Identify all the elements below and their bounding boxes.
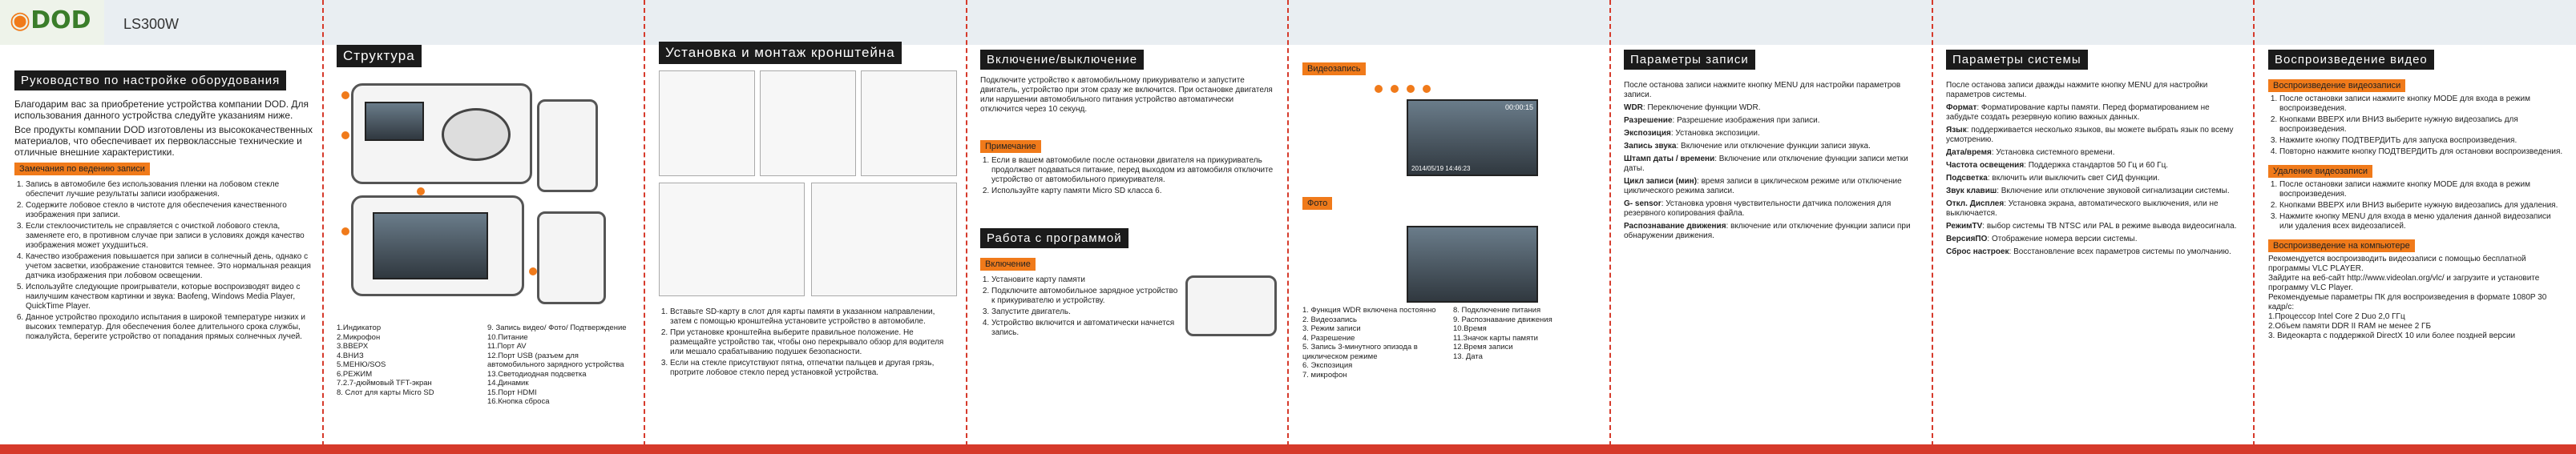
- text-line: 2.Объем памяти DDR II RAM не менее 2 ГБ: [2268, 322, 2432, 331]
- legend-item: 15.Порт HDMI: [487, 388, 537, 397]
- delete-steps: [2268, 180, 2565, 231]
- setting-name: WDR: [1624, 103, 1643, 112]
- section-title: Работа с программой: [980, 228, 1129, 248]
- setting-name: Запись звука: [1624, 142, 1677, 151]
- legend-item: 11.Порт AV: [487, 342, 527, 351]
- setting-desc: : включение или отключение функции записи при обнаружении движения.: [1624, 222, 1911, 240]
- setting-desc: : Включение или отключение звуковой сигнализации системы.: [1997, 187, 2230, 195]
- list-item: 4. Качество изображения повышается при записи в солнечный день, однако с учетом засветки, изображение становится темнее. Это нормальная реакция датчика изображения при лобовом освещении.: [26, 252, 313, 281]
- setting-name: Разрешение: [1624, 116, 1673, 125]
- panel-playback: [2260, 0, 2573, 444]
- list-item: 3. Нажмите кнопку ПОДТВЕРДИТЬ для запуска воспроизведения.: [2279, 136, 2565, 146]
- fold-line: [1287, 0, 1289, 454]
- panel-title: Структура: [337, 45, 422, 67]
- legend-item: 6.РЕЖИМ: [337, 369, 373, 379]
- list-item: 2. Содержите лобовое стекло в чистоте для обеспечения качественного изображения при записи.: [26, 201, 313, 220]
- setting-item: [1946, 199, 2243, 219]
- setting-item: [1946, 187, 2243, 196]
- device-diagram: [337, 67, 633, 323]
- callout-marker: [1407, 85, 1415, 93]
- setting-desc: : Отображение номера версии системы.: [1987, 235, 2138, 243]
- section-heading: Воспроизведение на компьютере: [2268, 239, 2415, 252]
- subsection-heading: Включение: [980, 258, 1036, 271]
- step-image-5: [811, 183, 957, 296]
- legend-item: 3. Режим записи: [1302, 324, 1361, 333]
- setting-name: Штамп даты / времени: [1624, 155, 1715, 163]
- pc-playback-text: [2268, 255, 2565, 341]
- section-heading: Удаление видеозаписи: [2268, 165, 2372, 178]
- panel-intro: [6, 0, 321, 444]
- video-label: Видеозапись: [1302, 62, 1366, 75]
- device-back-illustration: [351, 195, 524, 296]
- setting-desc: : Разрешение изображения при записи.: [1672, 116, 1820, 125]
- step-image-1: [659, 70, 755, 176]
- device-front-illustration: [351, 83, 532, 184]
- step-image-4: [659, 183, 805, 296]
- installation-steps: [659, 307, 955, 378]
- callout-marker: [341, 227, 349, 235]
- notes-heading: Замечания по ведению записи: [14, 163, 150, 175]
- panel-system-settings: [1938, 0, 2251, 444]
- legend-item: 1. Функция WDR включена постоянно: [1302, 306, 1436, 315]
- note-heading: Примечание: [980, 140, 1041, 153]
- setting-name: РежимTV: [1946, 222, 1983, 231]
- panel-title: Установка и монтаж кронштейна: [659, 42, 902, 64]
- legend-item: 5. Запись 3-минутного эпизода в циклическом режиме: [1302, 343, 1418, 361]
- legend-item: 13. Дата: [1453, 352, 1483, 361]
- setting-desc: : включить или выключить свет СИД функции.: [1987, 174, 2160, 183]
- panel-title: Параметры записи: [1624, 50, 1755, 70]
- list-item: 2. Используйте карту памяти Micro SD класса 6.: [991, 187, 1277, 196]
- legend-right: [487, 323, 633, 407]
- list-item: 3. Если на стекле присутствуют пятна, отпечатки пальцев и другая грязь, протрите лобовое стекло перед установкой устройства.: [670, 359, 955, 378]
- legend-right: [1453, 306, 1599, 380]
- setting-desc: : Переключение функции WDR.: [1642, 103, 1761, 112]
- intro-paragraph: Все продукты компании DOD изготовлены из высококачественных материалов, что обеспечивает их первоклассные технические и отличные внешние характеристики.: [14, 124, 313, 158]
- power-notes: [980, 156, 1277, 196]
- panel-title: Руководство по настройке оборудования: [14, 70, 286, 90]
- sd-insert-illustration: [1185, 275, 1277, 336]
- list-item: 1. Запись в автомобиле без использования пленки на лобовом стекле обеспечит лучшие результаты записи изображения.: [26, 180, 313, 199]
- system-settings-text: [1946, 81, 2243, 257]
- playback-steps: [2268, 94, 2565, 157]
- legend-item: 4.ВНИЗ: [337, 351, 364, 360]
- photo-screen: [1407, 226, 1538, 303]
- setting-name: Сброс настроек: [1946, 247, 2009, 256]
- list-item: 1. Если в вашем автомобиле после остановки двигателя на прикуриватель продолжает подаваться питание, перед выходом из автомобиля отключите устройство от автомобильного прикуривателя.: [991, 156, 1277, 185]
- setting-desc: : Установка уровня чувствительности датчика положения для резервного копирования файла.: [1624, 199, 1892, 218]
- setting-desc: : Форматирование карты памяти. Перед форматированием не забудьте создать резервную копию важных данных.: [1946, 103, 2210, 122]
- panel-structure: [329, 0, 641, 444]
- setting-item: [1946, 148, 2243, 158]
- setting-desc: : Включение или отключение функции записи звука.: [1676, 142, 1871, 151]
- device-side-illustration: [537, 99, 598, 192]
- setting-name: Цикл записи (мин): [1624, 177, 1698, 186]
- notes-list: [14, 180, 313, 342]
- osd-date: 2014/05/19 14:46:23: [1411, 165, 1471, 172]
- setting-item: [1946, 126, 2243, 145]
- fold-line: [1609, 0, 1611, 454]
- callout-marker: [529, 267, 537, 275]
- photo-osd-diagram: [1302, 210, 1599, 306]
- setting-item: [1946, 174, 2243, 183]
- setting-item: [1946, 222, 2243, 231]
- setting-name: Формат: [1946, 103, 1977, 112]
- setting-item: [1946, 161, 2243, 171]
- fold-line: [1932, 0, 1933, 454]
- text-line: 1.Процессор Intel Core 2 Duo 2,0 ГГц: [2268, 312, 2405, 321]
- panel-title: Параметры системы: [1946, 50, 2088, 70]
- callout-marker: [1423, 85, 1431, 93]
- list-item: 2. Кнопками ВВЕРХ или ВНИЗ выберите нужную видеозапись для воспроизведения.: [2279, 115, 2565, 135]
- list-item: 1. После остановки записи нажмите кнопку MODE для входа в режим воспроизведения.: [2279, 180, 2565, 199]
- panel-title: Воспроизведение видео: [2268, 50, 2434, 70]
- list-item: 1. Установите карту памяти: [991, 275, 1181, 285]
- setting-desc: : Восстановление всех параметров системы по умолчанию.: [2009, 247, 2231, 256]
- video-screen: [1407, 99, 1538, 176]
- legend-item: 2. Видеозапись: [1302, 315, 1357, 324]
- setting-item: [1946, 247, 2243, 257]
- installation-diagram: [659, 70, 955, 303]
- brand-logo: ◉DOD: [10, 6, 91, 34]
- callout-marker: [1391, 85, 1399, 93]
- fold-line: [2253, 0, 2255, 454]
- setting-item: [1624, 155, 1920, 174]
- list-item: 2. Кнопками ВВЕРХ или ВНИЗ выберите нужную видеозапись для удаления.: [2279, 201, 2565, 211]
- legend-item: 14.Динамик: [487, 379, 529, 388]
- setting-desc: : Установка экрана, автоматического выключения, или не выключается.: [1946, 199, 2219, 218]
- setting-name: Дата/время: [1946, 148, 1992, 157]
- legend-item: 16.Кнопка сброса: [487, 397, 550, 406]
- startup-block: [980, 275, 1277, 339]
- photo-label: Фото: [1302, 197, 1332, 210]
- lens-area: [365, 102, 424, 141]
- setting-name: Откл. Дисплея: [1946, 199, 2005, 208]
- setting-name: Частота освещения: [1946, 161, 2025, 170]
- legend-left: [1302, 306, 1448, 380]
- setting-item: [1624, 177, 1920, 196]
- lens-icon: [442, 108, 511, 161]
- callout-marker: [341, 91, 349, 99]
- legend-item: 9. Распознавание движения: [1453, 315, 1552, 324]
- fold-line: [966, 0, 967, 454]
- setting-name: Язык: [1946, 126, 1967, 135]
- legend-item: 1.Индикатор: [337, 323, 382, 332]
- fold-line: [322, 0, 324, 454]
- intro-paragraph: После останова записи нажмите кнопку MENU для настройки параметров записи.: [1624, 81, 1901, 99]
- display-screen: [373, 212, 488, 279]
- legend-item: 11.Значок карты памяти: [1453, 333, 1538, 343]
- section-heading: Воспроизведение видеозаписи: [2268, 79, 2405, 92]
- list-item: 2. При установке кронштейна выберите правильное положение. Не размещайте устройство так, чтобы оно перекрывало обзор для водителя или мешало срабатыванию подушек безопасности.: [670, 328, 955, 357]
- legend-item: 8. Слот для карты Micro SD: [337, 388, 434, 397]
- model-name: LS300W: [123, 16, 180, 32]
- setting-desc: : поддерживается несколько языков, вы можете выбрать язык по всему усмотрению.: [1946, 126, 2234, 144]
- text-line: 3. Видеокарта с поддержкой DirectX 10 или более поздней версии: [2268, 331, 2516, 340]
- list-item: 1. Вставьте SD-карту в слот для карты памяти в указанном направлении, затем с помощью кронштейна установите устройство в автомобиле.: [670, 307, 955, 327]
- legend-item: 7. микрофон: [1302, 370, 1347, 380]
- text-line: Рекомендуется воспроизводить видеозаписи с помощью бесплатной программы VLC PLAYER.: [2268, 255, 2526, 273]
- legend-item: 13.Светодиодная подсветка: [487, 369, 587, 379]
- power-intro: Подключите устройство к автомобильному прикуривателю и запустите двигатель, устройство при этом сразу же включится. При остановке двигателя или нарушении автомобильного питания устройство автоматически отключится через 10 секунд.: [980, 76, 1273, 114]
- legend-item: 3.ВВЕРХ: [337, 342, 369, 351]
- list-item: 3. Нажмите кнопку MENU для входа в меню удаления данной видеозаписи или удаления всех видеозаписей.: [2279, 212, 2565, 231]
- list-item: 2. Подключите автомобильное зарядное устройство к прикуривателю и устройству.: [991, 287, 1181, 306]
- legend-item: 12.Время записи: [1453, 343, 1513, 352]
- callout-marker: [417, 187, 425, 195]
- legend-item: 8. Подключение питания: [1453, 306, 1541, 315]
- setting-desc: : Установка экспозиции.: [1670, 129, 1760, 138]
- fold-line: [644, 0, 645, 454]
- list-item: 1. После остановки записи нажмите кнопку MODE для входа в режим воспроизведения.: [2279, 94, 2565, 114]
- legend-item: 6. Экспозиция: [1302, 361, 1353, 370]
- setting-name: Звук клавиш: [1946, 187, 1997, 195]
- list-item: 4. Повторно нажмите кнопку ПОДТВЕРДИТЬ для остановки воспроизведения.: [2279, 147, 2565, 157]
- callout-marker: [341, 131, 349, 139]
- list-item: 3. Если стеклоочиститель не справляется с очисткой лобового стекла, заменяете его, в противном случае при записи в условиях дождя качество изображения может ухудшиться.: [26, 222, 313, 251]
- setting-desc: : выбор системы TB NTSC или PAL в режиме вывода видеосигнала.: [1982, 222, 2237, 231]
- panel-screen-icons: [1294, 0, 1607, 444]
- list-item: 4. Устройство включится и автоматически начнется запись.: [991, 319, 1181, 338]
- setting-desc: : время записи в циклическом режиме или отключение циклического режима записи.: [1624, 177, 1902, 195]
- text-line: Рекомендуемые параметры ПК для воспроизведения в формате 1080P 30 кадр/с:: [2268, 293, 2547, 311]
- legend-item: 2.Микрофон: [337, 332, 381, 342]
- legend-item: 5.МЕНЮ/SOS: [337, 360, 386, 369]
- video-osd-diagram: [1302, 75, 1599, 179]
- setting-name: G- sensor: [1624, 199, 1661, 208]
- intro-paragraph: После останова записи дважды нажмите кнопку MENU для настройки параметров системы.: [1946, 81, 2208, 99]
- step-image-2: [760, 70, 856, 176]
- legend-item: 9. Запись видео/ Фото/ Подтверждение: [487, 323, 627, 332]
- setting-desc: : Установка системного времени.: [1991, 148, 2115, 157]
- intro-text: [14, 98, 313, 158]
- panel-title: Включение/выключение: [980, 50, 1144, 70]
- callout-marker: [1375, 85, 1383, 93]
- panel-power: [972, 0, 1285, 444]
- osd-time: 00:00:15: [1504, 103, 1533, 111]
- panel-recording-settings: [1616, 0, 1928, 444]
- panel-installation: [651, 0, 963, 444]
- setting-name: ВерсияПО: [1946, 235, 1988, 243]
- setting-item: [1624, 103, 1920, 113]
- step-image-3: [861, 70, 957, 176]
- legend-item: 10.Время: [1453, 324, 1487, 333]
- setting-item: [1946, 103, 2243, 123]
- osd-legend: [1302, 306, 1599, 380]
- setting-item: [1946, 235, 2243, 244]
- legend-item: 12.Порт USB (разъем для автомобильного зарядного устройства: [487, 351, 624, 369]
- legend-item: 7.2.7-дюймовый TFT-экран: [337, 379, 432, 388]
- legend-item: 4. Разрешение: [1302, 333, 1355, 343]
- legend-left: [337, 323, 482, 407]
- setting-item: [1624, 116, 1920, 126]
- intro-paragraph: Благодарим вас за приобретение устройства компании DOD. Для использования данного устройства следуйте указаниям ниже.: [14, 98, 309, 121]
- setting-item: [1624, 142, 1920, 151]
- text-line: Зайдите на веб-сайт http://www.videolan.org/vlc/ и загрузите и установите программу VLC Player.: [2268, 274, 2540, 292]
- setting-name: Экспозиция: [1624, 129, 1671, 138]
- legend-item: 10.Питание: [487, 332, 528, 342]
- device-top-illustration: [537, 211, 606, 304]
- setting-name: Распознавание движения: [1624, 222, 1726, 231]
- list-item: 6. Данное устройство проходило испытания в широкой температуре низких и высоких температур. Для обеспечения более длительного срока службы, пожалуйста, берегите устройство от попадания прямых солнечных лучей.: [26, 313, 313, 342]
- setting-name: Подсветка: [1946, 174, 1988, 183]
- recording-settings-text: [1624, 81, 1920, 241]
- list-item: 5. Используйте следующие проигрыватели, которые воспроизводят видео с наилучшим качеством картинки и звука: Baofeng, Windows Media Player, QuickTime Player.: [26, 283, 313, 311]
- structure-legend: [337, 323, 633, 407]
- startup-steps: [980, 275, 1181, 339]
- list-item: 3. Запустите двигатель.: [991, 307, 1181, 317]
- setting-desc: : Включение или отключение функции записи метки даты.: [1624, 155, 1908, 173]
- setting-item: [1624, 222, 1920, 241]
- setting-item: [1624, 199, 1920, 219]
- setting-item: [1624, 129, 1920, 139]
- setting-desc: : Поддержка стандартов 50 Гц и 60 Гц.: [2024, 161, 2169, 170]
